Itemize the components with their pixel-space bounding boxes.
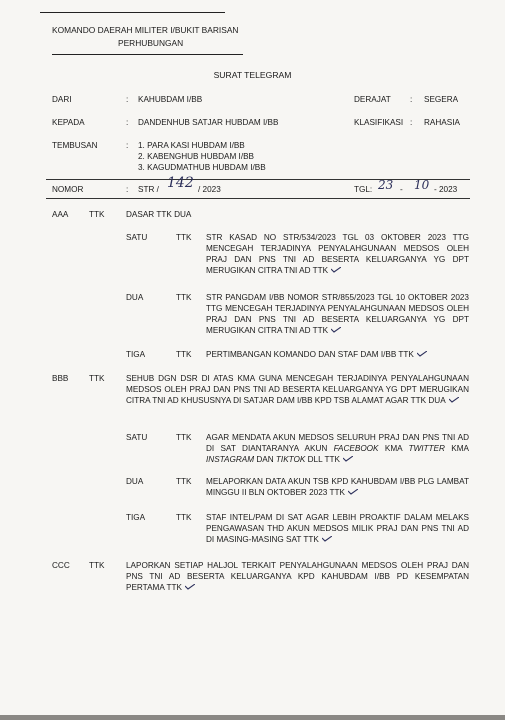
item-text-part: DAN: [254, 455, 276, 464]
checkmark-icon: [331, 327, 341, 333]
checkmark-icon: [343, 456, 353, 462]
letterhead-underline: [52, 54, 243, 55]
divider: [46, 198, 470, 199]
item-num: TIGA: [126, 350, 146, 359]
handwritten-number: 142: [167, 175, 194, 191]
item-num: DUA: [126, 293, 144, 302]
section-code-bbb: BBB: [52, 374, 69, 383]
letterhead-line1: KOMANDO DAERAH MILITER I/BUKIT BARISAN: [52, 25, 239, 35]
item-text-content: MELAPORKAN DATA AKUN TSB KPD KAHUBDAM I/BB PLG LAMBAT MINGGU II BLN OKTOBER 2023 TTK: [206, 477, 469, 497]
top-rule: [40, 12, 225, 13]
tgl-year: - 2023: [434, 185, 458, 194]
section-heading-aaa: DASAR TTK DUA: [126, 210, 192, 219]
nomor-label: NOMOR: [52, 185, 84, 194]
derajat-colon: :: [410, 95, 413, 104]
nomor-suffix: / 2023: [198, 185, 221, 194]
klasifikasi-label: KLASIFIKASI: [354, 118, 404, 127]
checkmark-icon: [322, 536, 332, 542]
item-ttk: TTK: [176, 293, 192, 302]
kepada-value: DANDENHUB SATJAR HUBDAM I/BB: [138, 118, 279, 127]
item-text-part: DLL TTK: [305, 455, 340, 464]
item-text-content: STR KASAD NO STR/534/2023 TGL 03 OKTOBER 2023 TTG MENCEGAH TERJADINYA PENYALAHGUNAAN MEDSOS OLEH PRAJ DAN PNS TNI AD BESERTA KELUARGANYA YG DPT MERUGIKAN CITRA TNI AD TTK: [206, 233, 469, 275]
section-code-aaa: AAA: [52, 210, 69, 219]
section-text-ccc: [126, 560, 469, 593]
checkmark-icon: [185, 584, 195, 590]
divider: [46, 179, 470, 180]
section-text-content: LAPORKAN SETIAP HALJOL TERKAIT PENYALAHGUNAAN MEDSOS OLEH PRAJ DAN PNS TNI AD BESERTA KELUARGANYA KPD KAHUBDAM I/BB PD KESEMPATAN PERTAMA TTK: [126, 561, 469, 592]
item-text: [206, 292, 469, 336]
document-title: SURAT TELEGRAM: [213, 70, 292, 80]
section-ttk: TTK: [89, 561, 105, 570]
checkmark-icon: [331, 267, 341, 273]
checkmark-icon: [348, 489, 358, 495]
handwritten-day: 23: [378, 178, 394, 192]
nomor-colon: :: [126, 185, 129, 194]
item-ttk: TTK: [176, 350, 192, 359]
section-heading-text: SEHUB DGN DSR DI ATAS KMA GUNA MENCEGAH TERJADINYA PENYALAHGUNAAN MEDSOS OLEH PRAJ DAN PNS TNI AD BESERTA KELUARGANYA YG DPT MERUGIKAN CITRA TNI AD KHUSUSNYA DI SATJAR DAM I/BB KPD TSB ALAMAT AGAR TTK DUA: [126, 374, 469, 405]
item-text-content: PERTIMBANGAN KOMANDO DAN STAF DAM I/BB TTK: [206, 350, 414, 359]
section-ttk: TTK: [89, 374, 105, 383]
tembusan-item: 1. PARA KASI HUBDAM I/BB: [138, 141, 245, 150]
item-text-content: STAF INTEL/PAM DI SAT AGAR LEBIH PROAKTIF DALAM MELAKS PENGAWASAN THD AKUN MEDSOS MILIK PRAJ DAN PNS TNI AD DI MASING-MASING SAT TTK: [206, 513, 469, 544]
nomor-prefix: STR /: [138, 185, 159, 194]
item-text-part: KMA: [444, 444, 469, 453]
handwritten-month: 10: [414, 178, 430, 192]
item-num: SATU: [126, 233, 148, 242]
item-text: [206, 476, 469, 498]
section-code-ccc: CCC: [52, 561, 70, 570]
derajat-value: SEGERA: [424, 95, 459, 104]
item-text: [206, 232, 469, 276]
item-num: SATU: [126, 433, 148, 442]
section-heading-bbb: [126, 373, 469, 406]
section-ttk: TTK: [89, 210, 105, 219]
kepada-colon: :: [126, 118, 129, 127]
item-num: TIGA: [126, 513, 146, 522]
item-text-content: STR PANGDAM I/BB NOMOR STR/855/2023 TGL 10 OKTOBER 2023 TTG MENCEGAH TERJADINYA PENYALAHGUNAAN MEDSOS OLEH PRAJ DAN PNS TNI AD BESERTA KELUARGANYA YG DPT MERUGIKAN CITRA TNI AD TTK: [206, 293, 469, 335]
dari-colon: :: [126, 95, 129, 104]
item-text: [206, 432, 469, 465]
item-num: DUA: [126, 477, 144, 486]
instagram-term: INSTAGRAM: [206, 455, 255, 464]
item-ttk: TTK: [176, 433, 192, 442]
item-text: [206, 512, 469, 545]
tgl-dash: -: [400, 185, 403, 194]
checkmark-icon: [449, 397, 459, 403]
tembusan-item: 3. KAGUDMATHUB HUBDAM I/BB: [138, 163, 266, 172]
klasifikasi-value: RAHASIA: [424, 118, 460, 127]
klasifikasi-colon: :: [410, 118, 413, 127]
item-text-part: KMA: [378, 444, 409, 453]
item-text: [206, 349, 427, 360]
twitter-term: TWITTER: [408, 444, 445, 453]
item-ttk: TTK: [176, 233, 192, 242]
item-text-part: AGAR MENDATA AKUN MEDSOS SELURUH PRAJ DAN PNS TNI AD DI SAT DIANTARANYA AKUN: [206, 433, 469, 453]
letterhead-line2: PERHUBUNGAN: [118, 38, 184, 48]
checkmark-icon: [417, 351, 427, 357]
tiktok-term: TIKTOK: [275, 455, 306, 464]
tgl-label: TGL:: [354, 185, 373, 194]
item-ttk: TTK: [176, 477, 192, 486]
tembusan-colon: :: [126, 141, 129, 150]
item-ttk: TTK: [176, 513, 192, 522]
dari-value: KAHUBDAM I/BB: [138, 95, 203, 104]
kepada-label: KEPADA: [52, 118, 85, 127]
derajat-label: DERAJAT: [354, 95, 391, 104]
facebook-term: FACEBOOK: [333, 444, 379, 453]
tembusan-item: 2. KABENGHUB HUBDAM I/BB: [138, 152, 255, 161]
tembusan-label: TEMBUSAN: [52, 141, 98, 150]
dari-label: DARI: [52, 95, 72, 104]
